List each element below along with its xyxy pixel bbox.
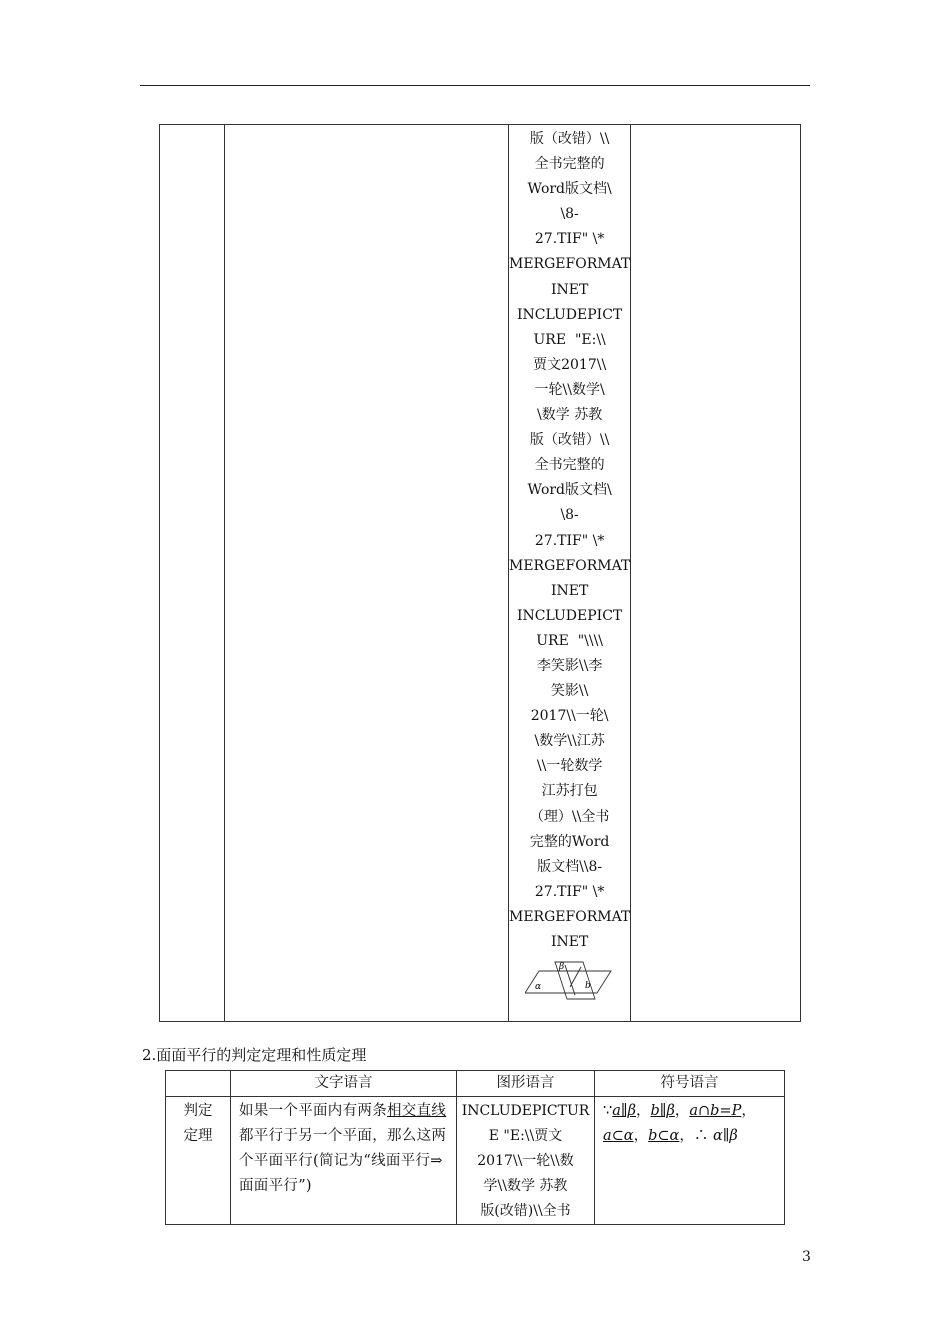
- field-code-line: MERGEFORMAT: [509, 557, 631, 574]
- therefore-symbol: ∴: [693, 1128, 709, 1144]
- table1-col2: [225, 125, 509, 1022]
- figure-line-4: 学\\数学 苏教: [483, 1178, 568, 1194]
- because-symbol: ∵: [603, 1103, 613, 1119]
- plane-intersection-figure: [525, 959, 615, 1001]
- figure-line-5: 版(改错)\\全书: [480, 1203, 571, 1219]
- figure-line-3: 2017\\一轮\\数: [477, 1153, 574, 1169]
- field-code-line: 27.TIF" \*: [534, 532, 605, 549]
- theorem-text-after: 都平行于另一个平面，那么这两个平面平行(简记为“线面平行⇒面面平行”): [239, 1128, 447, 1194]
- field-code-line: INCLUDEPICT: [516, 306, 623, 323]
- row-label-line1: 判定: [183, 1103, 213, 1119]
- row-label: [166, 1097, 231, 1225]
- field-code-line: INET: [550, 934, 589, 950]
- field-code-line: \数学\\江苏: [534, 733, 605, 750]
- field-code-line: Word版文档\: [527, 181, 612, 198]
- table2-header-empty: [166, 1071, 231, 1097]
- field-code-line: 2017\\一轮\: [530, 708, 609, 725]
- field-code-line: 全书完整的: [534, 457, 605, 474]
- header-text-language: 文字语言: [231, 1071, 457, 1097]
- field-code-line: 笑影\\: [550, 683, 589, 700]
- field-code-line: 27.TIF" \*: [534, 231, 605, 248]
- field-code-line: INCLUDEPICT: [516, 607, 623, 624]
- header-symbol-language: 符号语言: [595, 1071, 785, 1097]
- field-code-line: INET: [550, 582, 589, 599]
- field-code-line: 完整的Word: [529, 833, 610, 850]
- alpha-label: α: [534, 982, 541, 993]
- section-title: 2.面面平行的判定定理和性质定理: [142, 1046, 367, 1064]
- field-code-line: Word版文档\: [527, 482, 612, 499]
- field-code-line: INET: [550, 281, 589, 298]
- field-code-line: 贾文2017\\: [533, 356, 607, 373]
- separator: ，: [679, 1128, 694, 1144]
- beta-label: β: [558, 962, 564, 973]
- field-code-line: （理）\\全书: [529, 808, 610, 825]
- figure-line-2: E "E:\\贾文: [488, 1128, 563, 1144]
- symbol-a-in-alpha: a⊂α: [603, 1128, 634, 1144]
- field-code-line: \8-: [560, 507, 579, 524]
- field-code-line: 版（改错）\\: [529, 131, 610, 147]
- field-code-line: 一轮\\数学\: [534, 381, 605, 398]
- field-code-line: \8-: [560, 206, 579, 223]
- row-label-line2: 定理: [183, 1128, 213, 1144]
- field-code-line: 全书完整的: [534, 156, 605, 173]
- figure-line-1: INCLUDEPICTUR: [461, 1103, 590, 1119]
- header-rule: [140, 85, 810, 86]
- table1-col1: [160, 125, 225, 1022]
- symbol-b-in-alpha: b⊂α: [648, 1128, 680, 1144]
- symbol-a-intersect-b: a∩b=P: [689, 1103, 742, 1119]
- separator: ，: [633, 1128, 649, 1144]
- field-code-line: URE "\\\\: [536, 632, 604, 649]
- separator: ，: [741, 1103, 756, 1119]
- page-number: 3: [802, 1249, 811, 1265]
- field-code-text: [509, 127, 630, 955]
- theorem-text-before: 如果一个平面内有两条: [239, 1103, 387, 1119]
- field-code-line: 27.TIF" \*: [534, 883, 605, 900]
- header-figure-language: 图形语言: [457, 1071, 595, 1097]
- symbol-b-parallel-beta: b∥β: [650, 1103, 675, 1119]
- theorem-text: [231, 1097, 457, 1225]
- field-code-line: \数学 苏教: [537, 407, 603, 424]
- field-code-line: MERGEFORMAT: [509, 256, 631, 273]
- field-code-line: \\一轮数学: [536, 758, 603, 775]
- theorem-text-underlined: 相交直线: [387, 1103, 447, 1119]
- field-code-line: 版（改错）\\: [529, 432, 610, 449]
- table1-col4: [631, 125, 801, 1022]
- field-code-line: 李笑影\\李: [536, 657, 603, 674]
- field-code-line: 江苏打包: [541, 783, 598, 800]
- symbol-result: α∥β: [712, 1128, 738, 1144]
- symbol-a-parallel-beta: a∥β: [612, 1103, 636, 1119]
- table1-figure-cell: [509, 125, 631, 1022]
- symbol-language: [595, 1097, 785, 1225]
- plane-parallel-table: [165, 1070, 785, 1225]
- field-code-line: MERGEFORMAT: [509, 908, 631, 925]
- continued-table: [159, 124, 801, 1022]
- b-label: b: [584, 981, 591, 992]
- field-code-line: URE "E:\\: [533, 331, 606, 348]
- field-code-line: 版文档\\8-: [537, 858, 603, 875]
- separator: ，: [674, 1103, 690, 1119]
- separator: ，: [635, 1103, 651, 1119]
- figure-field-code: [457, 1097, 595, 1225]
